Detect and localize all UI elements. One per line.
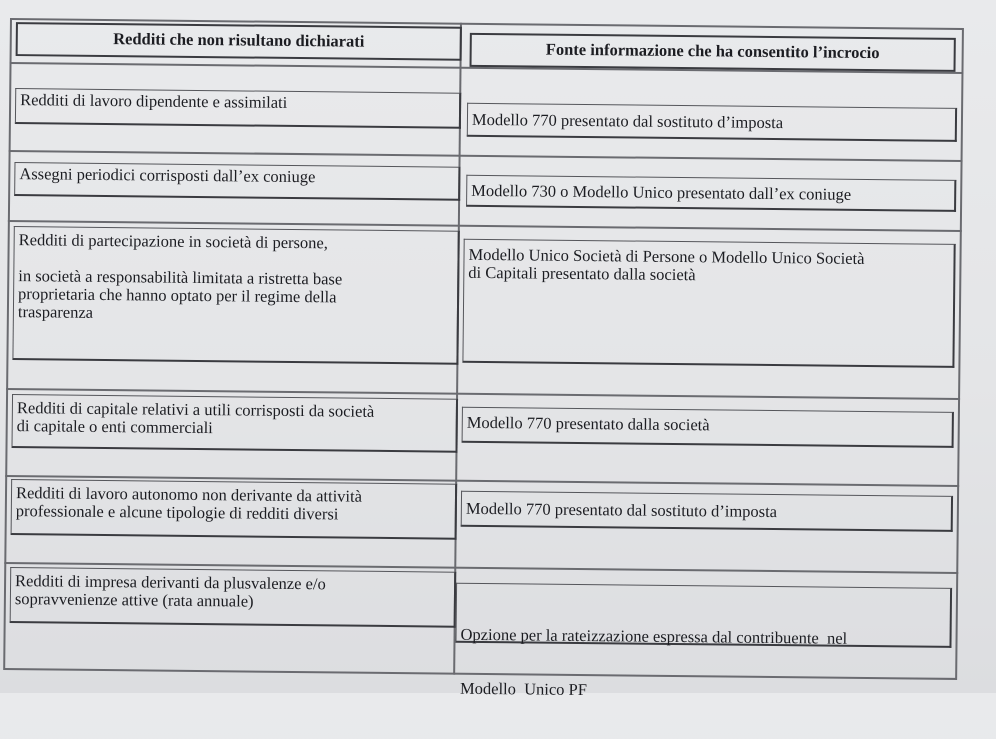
information-source-cell [461, 491, 953, 532]
information-source-text: Modello Unico PF [459, 678, 588, 700]
income-type-cell [10, 567, 457, 628]
income-type-text: in società a responsabilità limitata a ristretta base [18, 266, 343, 289]
income-type-text: Redditi di lavoro dipendente e assimilati [20, 90, 288, 112]
information-source-cell [466, 175, 956, 212]
information-source-cell [462, 239, 955, 368]
information-source-text: di Capitali presentato dalla società [468, 262, 696, 285]
income-type-text: Redditi di lavoro autonomo non derivante da attività [15, 483, 363, 506]
header-income-not-declared: Redditi che non risultano dichiarati [16, 22, 462, 61]
information-source-text: Modello 770 presentato dalla società [466, 412, 710, 435]
income-type-text: di capitale o enti commerciali [16, 416, 213, 438]
income-type-cell [11, 394, 458, 453]
income-type-cell [12, 226, 459, 365]
header-information-source: Fonte informazione che ha consentito l’incrocio [470, 33, 956, 72]
information-source-cell [455, 583, 952, 700]
income-type-text: trasparenza [17, 302, 94, 322]
income-type-text: Assegni periodici corrisposti dall’ex coniuge [19, 164, 316, 187]
income-type-cell [11, 479, 458, 540]
income-type-text: Redditi di partecipazione in società di persone, [18, 230, 329, 253]
income-type-text: professionale e alcune tipologie di redditi diversi [15, 501, 339, 524]
income-type-cell [15, 88, 461, 129]
information-source-cell [467, 103, 957, 142]
information-source-text: Modello Unico Società di Persone o Modello Unico Società [468, 244, 865, 268]
income-type-text: Redditi di impresa derivanti da plusvalenze e/o [15, 571, 326, 594]
information-source-text: Modello 770 presentato dal sostituto d’imposta [465, 498, 778, 522]
income-type-text: Redditi di capitale relativi a utili corrisposti da società [16, 398, 375, 421]
income-type-text: proprietaria che hanno optato per il regime della [18, 284, 337, 307]
information-source-text: Modello 770 presentato dal sostituto d’imposta [471, 109, 784, 133]
income-type-text: sopravvenienze attive (rata annuale) [14, 589, 254, 611]
information-source-text: Opzione per la rateizzazione espressa dal contribuente nel [460, 624, 848, 648]
information-source-cell [462, 407, 954, 448]
document-sheet [3, 18, 974, 700]
information-source-text: Modello 730 o Modello Unico presentato dall’ex coniuge [471, 180, 852, 204]
income-type-cell [14, 162, 460, 201]
